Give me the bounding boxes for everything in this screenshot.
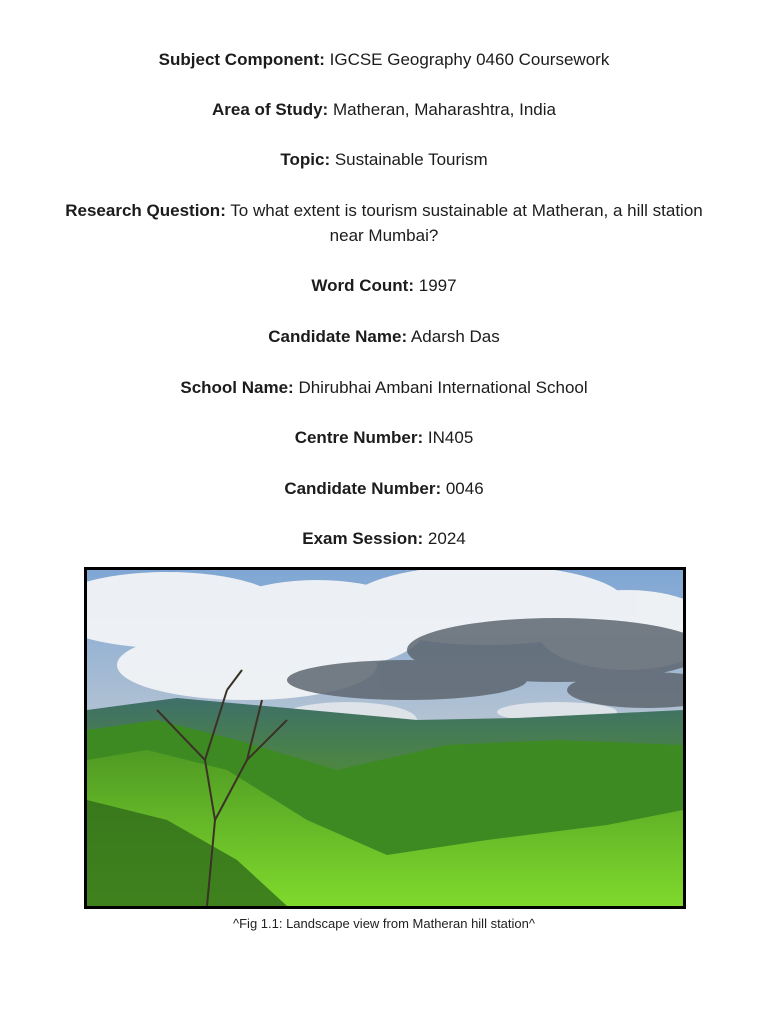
school-name-line bbox=[60, 375, 708, 400]
exam-session-line bbox=[60, 526, 708, 551]
word-count-label: Word Count: bbox=[311, 276, 415, 295]
research-question-label: Research Question: bbox=[65, 201, 226, 220]
topic-line bbox=[60, 147, 708, 172]
centre-number-label: Centre Number: bbox=[294, 428, 424, 447]
landscape-illustration bbox=[87, 570, 683, 906]
research-question-line bbox=[60, 198, 708, 248]
figure-caption: ^Fig 1.1: Landscape view from Matheran hill station^ bbox=[233, 916, 535, 931]
candidate-number-line bbox=[60, 476, 708, 501]
topic-value: Sustainable Tourism bbox=[334, 150, 488, 169]
area-of-study-line bbox=[60, 97, 708, 122]
topic-label: Topic: bbox=[280, 150, 331, 169]
candidate-name-value: Adarsh Das bbox=[410, 327, 500, 346]
word-count-line bbox=[60, 273, 708, 298]
landscape-photo bbox=[84, 567, 686, 909]
area-of-study-label: Area of Study: bbox=[212, 100, 329, 119]
area-of-study-value: Matheran, Maharashtra, India bbox=[332, 100, 556, 119]
centre-number-line bbox=[60, 425, 708, 450]
subject-component-label: Subject Component: bbox=[158, 50, 325, 69]
candidate-name-line bbox=[60, 324, 708, 349]
exam-session-label: Exam Session: bbox=[302, 529, 424, 548]
exam-session-value: 2024 bbox=[427, 529, 466, 548]
subject-component-line bbox=[60, 47, 708, 72]
subject-component-value: IGCSE Geography 0460 Coursework bbox=[329, 50, 610, 69]
research-question-value: To what extent is tourism sustainable at Matheran, a hill station near Mumbai? bbox=[230, 201, 703, 245]
word-count-value: 1997 bbox=[418, 276, 457, 295]
candidate-name-label: Candidate Name: bbox=[268, 327, 408, 346]
candidate-number-label: Candidate Number: bbox=[284, 479, 442, 498]
candidate-number-value: 0046 bbox=[445, 479, 484, 498]
centre-number-value: IN405 bbox=[427, 428, 474, 447]
school-name-value: Dhirubhai Ambani International School bbox=[298, 378, 588, 397]
school-name-label: School Name: bbox=[180, 378, 294, 397]
